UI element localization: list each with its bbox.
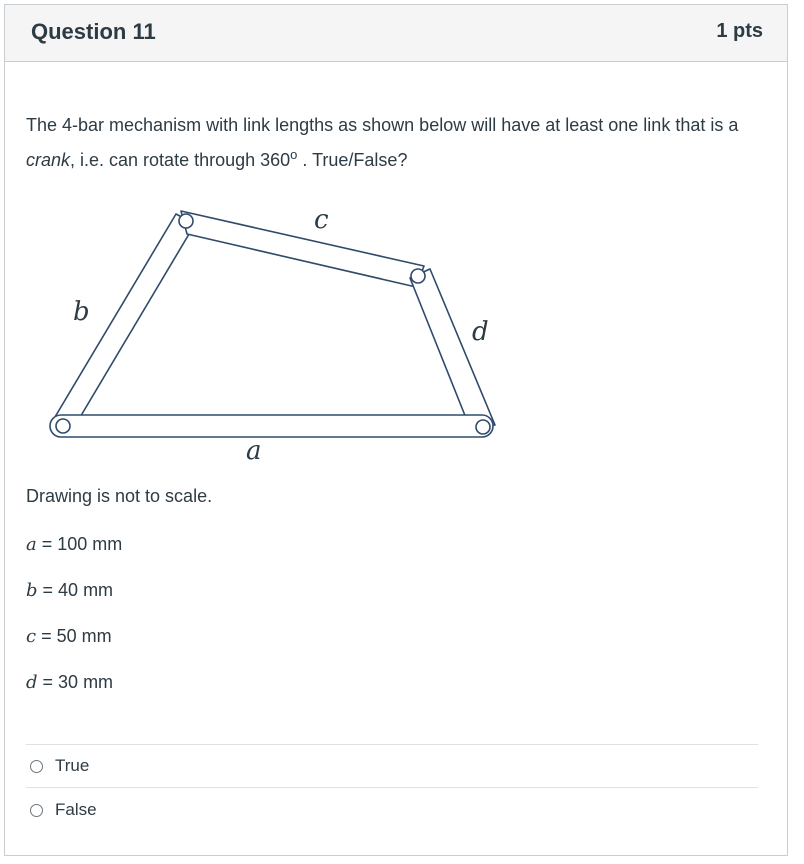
question-points: 1 pts [716, 20, 763, 42]
answers-divider-top [26, 744, 758, 745]
question-title: Question 11 [31, 19, 156, 44]
answer-true[interactable] [30, 754, 89, 778]
length-d-var: d [26, 672, 38, 693]
answer-true-label[interactable]: True [55, 756, 90, 775]
link-d [410, 269, 495, 428]
label-a: a [246, 436, 262, 466]
question-header [5, 5, 787, 62]
four-bar-diagram [40, 200, 510, 470]
pivot-ground-left [56, 419, 70, 433]
answers-divider-middle [26, 787, 758, 788]
radio-false[interactable] [30, 804, 43, 817]
prompt-text-1: The 4-bar mechanism with link lengths as shown below will have at least one link that is a [26, 115, 739, 135]
length-c-value: = 50 mm [36, 626, 112, 646]
length-d [26, 672, 113, 693]
pivot-top-left [179, 214, 193, 228]
length-a [26, 534, 122, 555]
prompt-text-3: . True/False? [297, 150, 408, 170]
length-a-value: = 100 mm [36, 534, 123, 554]
length-d-value: = 30 mm [37, 672, 114, 692]
length-b-value: = 40 mm [37, 580, 114, 600]
prompt-crank: crank [26, 150, 71, 170]
scale-note: Drawing is not to scale. [26, 486, 213, 506]
radio-true[interactable] [30, 760, 43, 773]
length-c-var: c [26, 626, 37, 647]
pivot-top-right [411, 269, 425, 283]
pivot-ground-right [476, 420, 490, 434]
length-a-var: a [26, 534, 37, 555]
prompt-degree: o [290, 147, 298, 162]
label-d: d [472, 317, 489, 347]
label-c: c [314, 205, 329, 235]
link-c [181, 211, 424, 287]
link-a [50, 415, 493, 437]
label-b: b [73, 297, 90, 327]
question-prompt [26, 110, 756, 175]
length-b-var: b [26, 580, 38, 601]
answer-false-label[interactable]: False [55, 800, 97, 819]
length-c [26, 626, 112, 647]
length-b [26, 580, 113, 601]
answer-false[interactable] [30, 798, 97, 822]
prompt-text-2: , i.e. can rotate through 360 [70, 150, 291, 170]
